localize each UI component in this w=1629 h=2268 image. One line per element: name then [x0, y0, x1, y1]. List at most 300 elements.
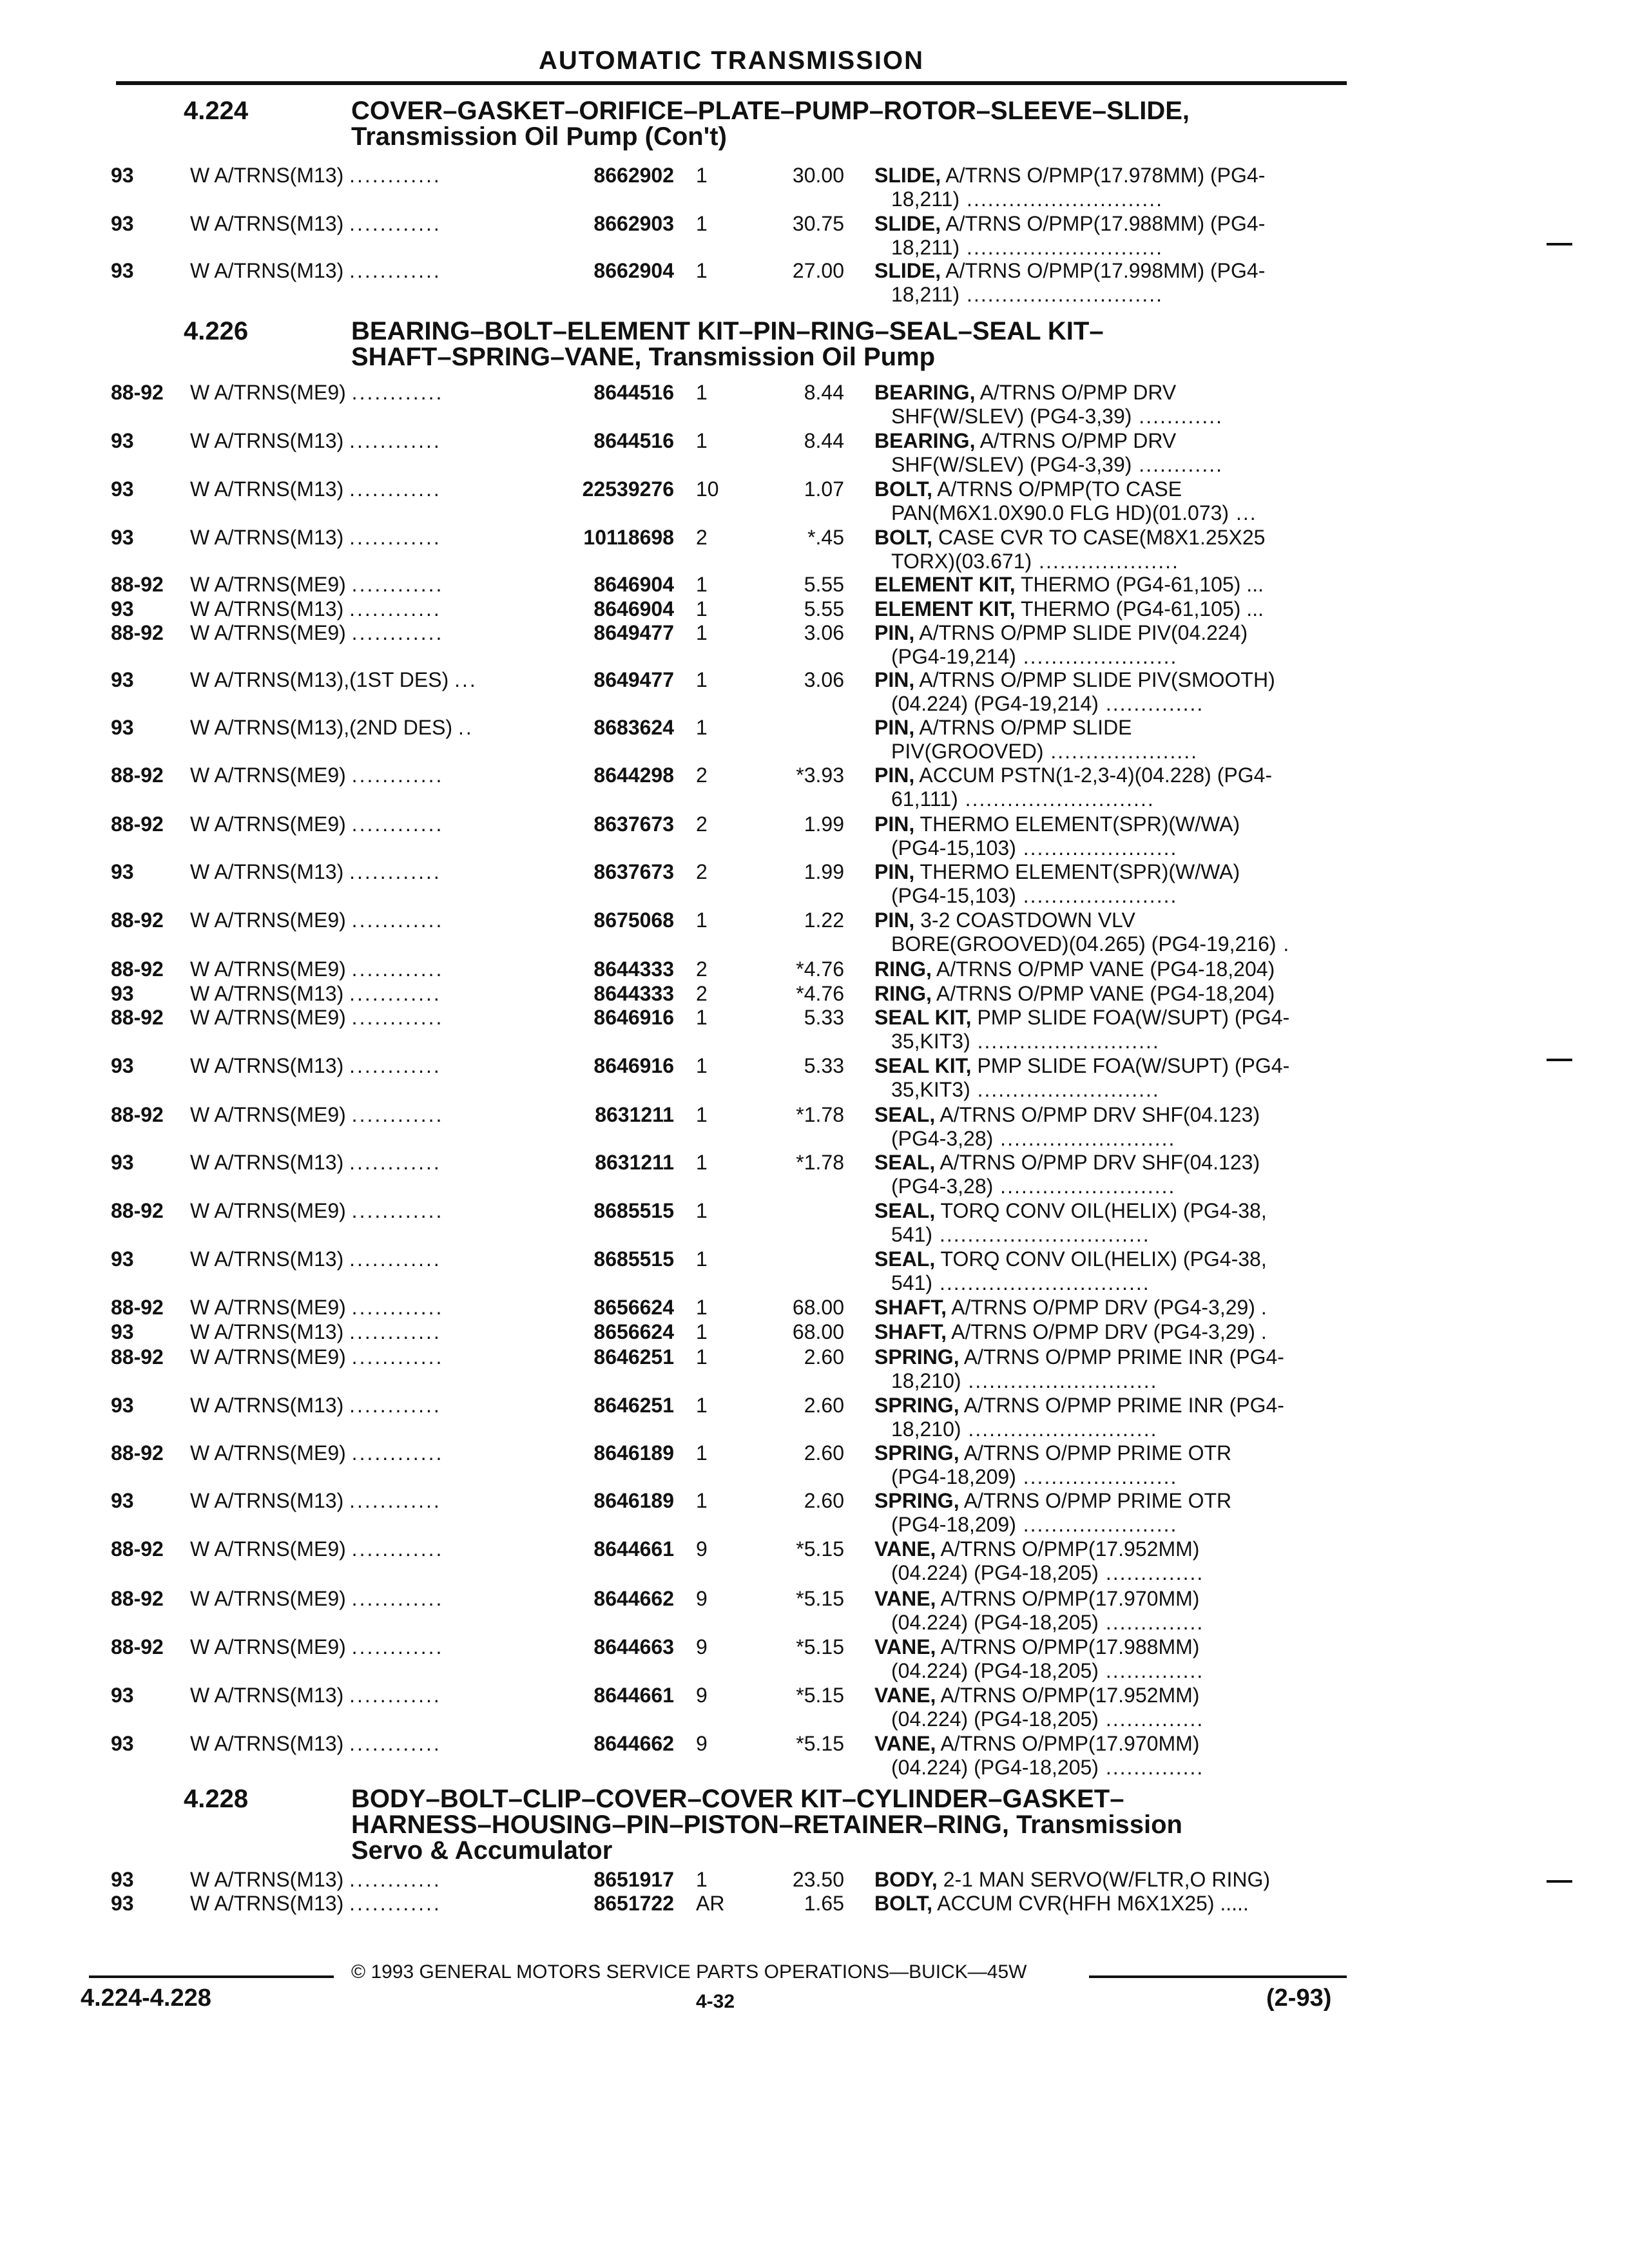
description-text: PMP SLIDE FOA(W/SUPT) (PG4- [971, 1054, 1290, 1077]
part-name: BEARING, [874, 381, 976, 404]
part-number: 8644516 [593, 429, 674, 452]
model-code-text: W A/TRNS(M13),(1ST DES) [190, 668, 449, 691]
section-number: 4.224 [184, 97, 249, 125]
model-year: 93 [111, 1247, 134, 1271]
model-year: 93 [111, 477, 134, 501]
model-year: 93 [111, 1394, 134, 1417]
quantity: 9 [696, 1587, 708, 1610]
price: 2.60 [804, 1345, 844, 1369]
model-code-text: W A/TRNS(M13) [190, 1684, 344, 1707]
description [874, 860, 1240, 884]
model-code-text: W A/TRNS(M13) [190, 1489, 344, 1512]
part-name: PIN, [874, 621, 915, 644]
model-code [190, 860, 441, 884]
description [874, 381, 1176, 405]
description-text: THERMO ELEMENT(SPR)(W/WA) [914, 812, 1240, 836]
description-text: A/TRNS O/PMP(17.952MM) [936, 1684, 1200, 1707]
description-text-line2: (04.224) (PG4-19,214) [891, 692, 1099, 715]
quantity: 1 [696, 1345, 708, 1369]
price: *5.15 [796, 1732, 844, 1755]
leader-dots: ............ [349, 1732, 441, 1755]
description-text-line2: 61,111) [891, 787, 958, 811]
model-code [190, 1868, 441, 1892]
model-code-text: W A/TRNS(M13) [190, 597, 344, 620]
part-name: VANE, [874, 1587, 936, 1610]
model-code-text: W A/TRNS(M13) [190, 429, 344, 452]
leader-dots: .. [458, 716, 474, 739]
description [874, 1054, 1289, 1078]
leader-dots: .............. [1098, 692, 1204, 715]
model-year: 93 [111, 1732, 134, 1755]
description [874, 1537, 1199, 1561]
leader-dots: ............ [351, 1199, 444, 1222]
part-name: RING, [874, 957, 932, 981]
price: *5.15 [796, 1635, 844, 1658]
model-code-text: W A/TRNS(ME9) [190, 1441, 346, 1465]
leader-dots: ..................... [1043, 740, 1199, 763]
description-text-line2: (04.224) (PG4-18,205) [891, 1756, 1099, 1779]
leader-dots: .............. [1098, 1707, 1204, 1731]
quantity: 9 [696, 1732, 708, 1755]
description-text-line2: 35,KIT3) [891, 1030, 970, 1053]
model-year: 93 [111, 259, 134, 282]
part-number: 8644661 [593, 1684, 674, 1707]
description [874, 982, 1275, 1006]
part-number: 8646904 [593, 597, 674, 620]
leader-dots: ............ [349, 259, 441, 282]
quantity: 9 [696, 1537, 708, 1561]
description [874, 1684, 1199, 1707]
section-title-line: SHAFT–SPRING–VANE, Transmission Oil Pump [351, 343, 936, 371]
model-code-text: W A/TRNS(ME9) [190, 1006, 346, 1029]
price: 30.00 [792, 164, 844, 187]
model-year: 88-92 [111, 1296, 164, 1319]
model-code [190, 716, 474, 740]
price: 27.00 [792, 259, 844, 282]
price: 1.65 [804, 1892, 844, 1915]
leader-dots: .......................... [970, 1030, 1160, 1053]
leader-dots: ... [1229, 501, 1257, 524]
model-year: 93 [111, 716, 134, 739]
leader-dots: ............ [351, 381, 444, 404]
leader-dots: ............ [349, 212, 441, 235]
quantity: 2 [696, 957, 708, 981]
price: 1.07 [804, 477, 844, 501]
description-text-line2: 18,210) [891, 1369, 961, 1392]
description-continued [891, 453, 1223, 477]
quantity: 1 [696, 1151, 708, 1174]
quantity: 1 [696, 1394, 708, 1417]
model-year: 88-92 [111, 381, 164, 404]
quantity: 2 [696, 982, 708, 1005]
model-code-text: W A/TRNS(M13) [190, 259, 344, 282]
description-text: A/TRNS O/PMP VANE (PG4-18,204) [931, 982, 1275, 1005]
model-code-text: W A/TRNS(M13) [190, 1054, 344, 1077]
description-text: A/TRNS O/PMP DRV SHF(04.123) [935, 1103, 1260, 1126]
price: 1.22 [804, 908, 844, 932]
description [874, 668, 1275, 692]
model-code-text: W A/TRNS(ME9) [190, 1345, 346, 1369]
model-code [190, 1320, 441, 1344]
leader-dots: ............................ [959, 283, 1163, 306]
description-continued [891, 405, 1223, 428]
description-text: CASE CVR TO CASE(M8X1.25X25 [932, 526, 1266, 549]
description-text-line2: (04.224) (PG4-18,205) [891, 1659, 1099, 1682]
part-name: BODY, [874, 1868, 938, 1891]
description-text-line2: (PG4-15,103) [891, 836, 1016, 860]
leader-dots: .................... [1032, 550, 1179, 573]
description [874, 1320, 1267, 1344]
section-number: 4.226 [184, 317, 249, 345]
description-text: A/TRNS O/PMP PRIME OTR [959, 1489, 1232, 1512]
leader-dots: ............ [349, 526, 441, 549]
description-text-line2: 18,211) [891, 283, 960, 306]
description-text: THERMO ELEMENT(SPR)(W/WA) [914, 860, 1240, 883]
model-code-text: W A/TRNS(ME9) [190, 1103, 346, 1126]
model-code-text: W A/TRNS(ME9) [190, 1296, 346, 1319]
model-year: 93 [111, 429, 134, 452]
model-code-text: W A/TRNS(M13) [190, 1247, 344, 1271]
model-year: 88-92 [111, 1103, 164, 1126]
part-number: 22539276 [582, 477, 674, 501]
description [874, 597, 1264, 621]
model-code [190, 597, 441, 621]
section-title-line: Servo & Accumulator [351, 1836, 613, 1865]
part-number: 8644298 [593, 764, 674, 787]
description-text-line2: 18,211) [891, 236, 960, 259]
description [874, 716, 1132, 740]
price: 2.60 [804, 1394, 844, 1417]
model-code [190, 812, 443, 836]
description-text: TORQ CONV OIL(HELIX) (PG4-38, [935, 1247, 1267, 1271]
leader-dots: ............ [351, 812, 444, 836]
description [874, 1635, 1199, 1659]
model-code [190, 1006, 443, 1030]
description-text-line2: (PG4-19,214) [891, 645, 1016, 668]
quantity: 2 [696, 860, 708, 883]
leader-dots: ............ [349, 1394, 441, 1417]
model-code [190, 259, 441, 283]
leader-dots: ............ [351, 621, 444, 644]
price: 5.33 [804, 1006, 844, 1029]
price: *1.78 [796, 1103, 844, 1126]
description-continued [891, 550, 1179, 573]
description [874, 1247, 1267, 1271]
leader-dots: ............ [351, 1635, 444, 1658]
quantity: 1 [696, 381, 708, 404]
leader-dots: ............ [349, 1684, 441, 1707]
part-name: SPRING, [874, 1394, 959, 1417]
model-code [190, 1635, 443, 1659]
description-text: A/TRNS O/PMP(17.988MM) [936, 1635, 1200, 1658]
header-rule [116, 81, 1347, 85]
leader-dots: ............ [351, 1103, 444, 1126]
description-text: TORQ CONV OIL(HELIX) (PG4-38, [935, 1199, 1267, 1222]
model-year: 88-92 [111, 1537, 164, 1561]
leader-dots: ............ [351, 1537, 444, 1561]
description [874, 1892, 1249, 1916]
price: *.45 [807, 526, 844, 549]
description-text-line2: PIV(GROOVED) [891, 740, 1044, 763]
part-number: 8685515 [593, 1199, 674, 1222]
description-continued [891, 1271, 1150, 1295]
part-name: SEAL KIT, [874, 1054, 972, 1077]
quantity: 1 [696, 259, 708, 282]
margin-mark [1547, 1059, 1572, 1061]
quantity: AR [696, 1892, 725, 1915]
price: 1.99 [804, 860, 844, 883]
model-code [190, 381, 443, 405]
model-year: 93 [111, 212, 134, 235]
model-code [190, 212, 441, 236]
description [874, 908, 1135, 932]
quantity: 1 [696, 573, 708, 596]
description [874, 1868, 1270, 1892]
quantity: 2 [696, 526, 708, 549]
description-text-line2: (PG4-3,28) [891, 1175, 994, 1198]
model-code-text: W A/TRNS(ME9) [190, 621, 346, 644]
page-header: AUTOMATIC TRANSMISSION [538, 46, 925, 75]
part-number: 8644516 [593, 381, 674, 404]
leader-dots: ...................... [1016, 1465, 1178, 1488]
part-number: 8646904 [593, 573, 674, 596]
margin-mark [1547, 243, 1572, 245]
description-text: ACCUM CVR(HFH M6X1X25) ..... [932, 1892, 1249, 1915]
description-text: A/TRNS O/PMP(17.988MM) (PG4- [941, 212, 1266, 235]
description-text: A/TRNS O/PMP DRV (PG4-3,29) . [947, 1296, 1267, 1319]
description-continued [891, 1707, 1204, 1731]
leader-dots: ........................... [958, 787, 1155, 811]
section-title [351, 1786, 1331, 1863]
price: *3.93 [796, 764, 844, 787]
description-text: A/TRNS O/PMP SLIDE [914, 716, 1132, 739]
description [874, 259, 1265, 283]
model-code [190, 1684, 441, 1707]
leader-dots: .............. [1098, 1561, 1204, 1584]
quantity: 1 [696, 1199, 708, 1222]
description-continued [891, 501, 1257, 525]
quantity: 1 [696, 212, 708, 235]
description-text-line2: 541) [891, 1271, 933, 1294]
description-text: 2-1 MAN SERVO(W/FLTR,O RING) [937, 1868, 1270, 1891]
footer-rule-left [89, 1975, 334, 1978]
model-year: 93 [111, 860, 134, 883]
leader-dots: ............ [351, 957, 444, 981]
leader-dots: .............................. [932, 1271, 1150, 1294]
model-year: 93 [111, 1054, 134, 1077]
price: 8.44 [804, 429, 844, 452]
leader-dots: .............. [1098, 1659, 1204, 1682]
model-code [190, 764, 443, 787]
model-year: 88-92 [111, 1635, 164, 1658]
description-continued [891, 884, 1177, 908]
model-code-text: W A/TRNS(M13) [190, 982, 344, 1005]
price: 30.75 [792, 212, 844, 235]
part-number: 8644662 [593, 1587, 674, 1610]
model-year: 93 [111, 164, 134, 187]
description [874, 764, 1272, 787]
price: 68.00 [792, 1296, 844, 1319]
part-number: 8651722 [593, 1892, 674, 1915]
quantity: 1 [696, 1006, 708, 1029]
margin-mark [1547, 1880, 1572, 1883]
part-number: 8644333 [593, 957, 674, 981]
description-text-line2: (04.224) (PG4-18,205) [891, 1611, 1099, 1634]
part-name: SEAL KIT, [874, 1006, 972, 1029]
model-code [190, 1587, 443, 1611]
model-year: 88-92 [111, 764, 164, 787]
model-code [190, 164, 441, 187]
leader-dots: ............ [1132, 453, 1223, 476]
leader-dots: .............. [1098, 1611, 1204, 1634]
leader-dots: ............ [351, 573, 444, 596]
model-year: 93 [111, 597, 134, 620]
model-year: 93 [111, 526, 134, 549]
description [874, 212, 1265, 236]
description-continued [891, 1175, 1175, 1198]
model-year: 93 [111, 1892, 134, 1915]
model-code [190, 1199, 443, 1223]
model-year: 93 [111, 1151, 134, 1174]
part-number: 8631211 [595, 1151, 674, 1174]
model-code [190, 621, 443, 645]
model-code [190, 1151, 441, 1175]
part-name: SLIDE, [874, 259, 941, 282]
model-code [190, 1489, 441, 1513]
description-continued [891, 740, 1198, 764]
leader-dots: ............ [351, 1296, 444, 1319]
leader-dots: ............ [349, 597, 441, 620]
model-code-text: W A/TRNS(M13) [190, 1732, 344, 1755]
leader-dots: ...................... [1016, 836, 1178, 860]
description [874, 526, 1265, 550]
part-name: PIN, [874, 860, 915, 883]
model-year: 88-92 [111, 1345, 164, 1369]
leader-dots: .............................. [932, 1223, 1150, 1246]
quantity: 1 [696, 716, 708, 739]
model-code-text: W A/TRNS(ME9) [190, 908, 346, 932]
description [874, 1103, 1260, 1127]
description-text: A/TRNS O/PMP(17.998MM) (PG4- [941, 259, 1266, 282]
description-text: A/TRNS O/PMP DRV (PG4-3,29) . [947, 1320, 1267, 1343]
description-continued [891, 645, 1177, 669]
leader-dots: ............ [349, 1892, 441, 1915]
model-code [190, 1732, 441, 1756]
model-year: 88-92 [111, 1441, 164, 1465]
price: *4.76 [796, 957, 844, 981]
description-continued [891, 1127, 1175, 1151]
part-name: SPRING, [874, 1489, 959, 1512]
model-code-text: W A/TRNS(ME9) [190, 1199, 346, 1222]
leader-dots: ...................... [1016, 1513, 1178, 1536]
description-continued [891, 236, 1163, 260]
description-text-line2: SHF(W/SLEV) (PG4-3,39) [891, 405, 1132, 428]
leader-dots: ............ [349, 1489, 441, 1512]
part-name: SLIDE, [874, 164, 941, 187]
part-number: 8646916 [593, 1054, 674, 1077]
description-continued [891, 1465, 1177, 1489]
part-number: 8651917 [593, 1868, 674, 1891]
description-text-line2: (PG4-18,209) [891, 1513, 1016, 1536]
leader-dots: ............ [349, 1054, 441, 1077]
model-code-text: W A/TRNS(ME9) [190, 381, 346, 404]
leader-dots: ............ [349, 164, 441, 187]
model-year: 88-92 [111, 957, 164, 981]
model-year: 93 [111, 1489, 134, 1512]
section-title-line: HARNESS–HOUSING–PIN–PISTON–RETAINER–RING, Transmission [351, 1811, 1182, 1839]
model-code-text: W A/TRNS(M13) [190, 164, 344, 187]
description-text-line2: 18,210) [891, 1418, 961, 1441]
description [874, 1441, 1231, 1465]
section-title [351, 318, 1331, 370]
model-code-text: W A/TRNS(ME9) [190, 1587, 346, 1610]
part-number: 8656624 [593, 1320, 674, 1343]
model-year: 93 [111, 1320, 134, 1343]
part-name: RING, [874, 982, 932, 1005]
section-title-line: Transmission Oil Pump (Con't) [351, 122, 727, 151]
part-number: 8644333 [593, 982, 674, 1005]
description-continued [891, 1369, 1157, 1393]
description-text: THERMO (PG4-61,105) ... [1015, 573, 1264, 596]
part-name: PIN, [874, 668, 915, 691]
quantity: 2 [696, 764, 708, 787]
model-code [190, 477, 441, 501]
section-title-line: COVER–GASKET–ORIFICE–PLATE–PUMP–ROTOR–SLEEVE–SLIDE, [351, 97, 1190, 125]
model-code-text: W A/TRNS(M13) [190, 1394, 344, 1417]
part-number: 8646251 [593, 1394, 674, 1417]
quantity: 9 [696, 1635, 708, 1658]
part-name: SEAL, [874, 1103, 936, 1126]
description-continued [891, 692, 1204, 716]
footer-copyright: © 1993 GENERAL MOTORS SERVICE PARTS OPERATIONS—BUICK—45W [351, 1961, 1027, 1983]
part-name: VANE, [874, 1732, 936, 1755]
leader-dots: ........................... [961, 1369, 1158, 1392]
quantity: 10 [696, 477, 719, 501]
description-text: A/TRNS O/PMP PRIME INR (PG4- [959, 1394, 1284, 1417]
price: 5.55 [804, 573, 844, 596]
description-text: A/TRNS O/PMP DRV [975, 429, 1177, 452]
model-code [190, 668, 477, 692]
description-text: A/TRNS O/PMP SLIDE PIV(04.224) [914, 621, 1248, 644]
description-continued [891, 1030, 1160, 1053]
leader-dots: ............ [351, 1587, 444, 1610]
part-name: ELEMENT KIT, [874, 573, 1016, 596]
leader-dots: ............ [349, 860, 441, 883]
footer-date: (2-93) [1266, 1984, 1332, 2012]
leader-dots: ............ [351, 764, 444, 787]
description-continued [891, 836, 1177, 860]
description-continued [891, 1561, 1204, 1585]
model-code-text: W A/TRNS(M13) [190, 1151, 344, 1174]
price: 3.06 [804, 668, 844, 691]
footer-section-range: 4.224-4.228 [81, 1984, 211, 2012]
description-text-line2: (PG4-15,103) [891, 884, 1016, 907]
quantity: 1 [696, 429, 708, 452]
part-name: BOLT, [874, 477, 933, 501]
part-number: 8683624 [593, 716, 674, 739]
model-code-text: W A/TRNS(ME9) [190, 1635, 346, 1658]
description-continued [891, 1659, 1204, 1683]
model-code-text: W A/TRNS(M13) [190, 860, 344, 883]
part-name: SHAFT, [874, 1320, 947, 1343]
leader-dots: ............................ [959, 187, 1163, 211]
part-number: 8656624 [593, 1296, 674, 1319]
description-text-line2: 541) [891, 1223, 933, 1246]
model-code-text: W A/TRNS(ME9) [190, 764, 346, 787]
description-continued [891, 787, 1155, 811]
leader-dots: ............ [349, 1151, 441, 1174]
model-code [190, 908, 443, 932]
